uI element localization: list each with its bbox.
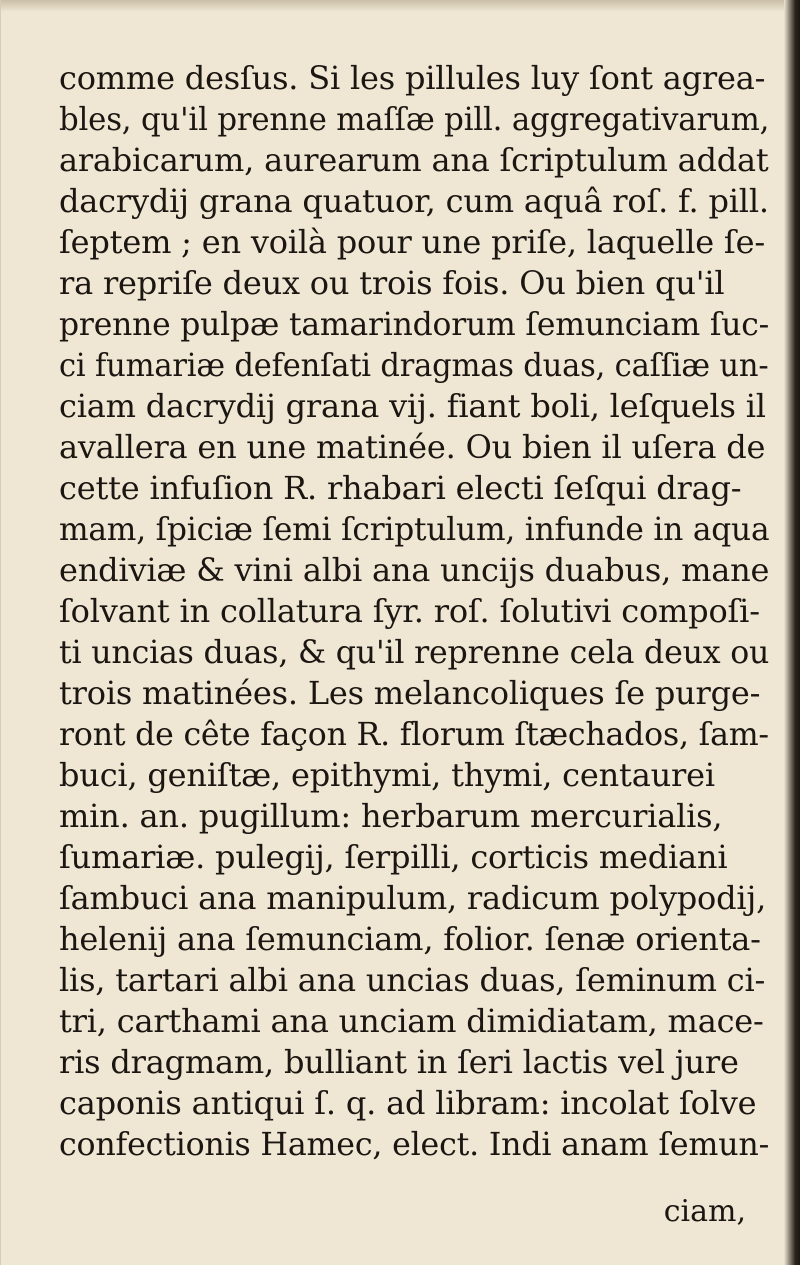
text-line: min. an. pugillum: herbarum mercurialis,: [59, 797, 723, 835]
text-line: ciam dacrydij grana vij. fiant boli, leſquels il: [59, 387, 766, 425]
text-line: ront de cête façon R. florum ſtæchados, ſam-: [59, 715, 769, 753]
text-line: ci fumariæ defenſati dragmas duas, caſſiæ un-: [59, 346, 769, 384]
text-line: cette infuſion R. rhabari electi ſeſqui drag-: [59, 469, 742, 507]
text-line: ſeptem ; en voilà pour une priſe, laquelle ſe-: [59, 223, 765, 261]
text-line: ris dragmam, bulliant in ſeri lactis vel jure: [59, 1043, 739, 1081]
text-line: ti uncias duas, & qu'il reprenne cela deux ou: [59, 633, 770, 671]
text-line: dacrydij grana quatuor, cum aquâ roſ. f. pill.: [59, 182, 769, 220]
text-line: bles, qu'il prenne maſſæ pill. aggregativarum,: [59, 100, 770, 138]
text-line: arabicarum, aurearum ana ſcriptulum addat: [59, 141, 769, 179]
page-top-edge: [1, 0, 800, 12]
text-line: avallera en une matinée. Ou bien il uſera de: [59, 428, 766, 466]
text-line: endiviæ & vini albi ana uncijs duabus, mane: [59, 551, 770, 589]
text-line: helenij ana ſemunciam, folior. ſenæ orienta-: [59, 920, 761, 958]
text-line: ſumariæ. pulegij, ſerpilli, corticis mediani: [59, 838, 728, 876]
text-line: prenne pulpæ tamarindorum ſemunciam ſuc-: [59, 305, 770, 343]
catchword: ciam,: [663, 1194, 746, 1229]
text-line: mam, ſpiciæ ſemi ſcriptulum, infunde in aqua: [59, 510, 770, 548]
page-gutter-shadow: [784, 0, 800, 1265]
text-line: comme desſus. Si les pillules luy ſont agrea-: [59, 59, 766, 97]
text-line: confectionis Hamec, elect. Indi anam ſemun-: [59, 1125, 770, 1163]
text-line: ra repriſe deux ou trois fois. Ou bien qu'il: [59, 264, 725, 302]
text-line: ſambuci ana manipulum, radicum polypodij,: [59, 879, 767, 917]
text-line: buci, geniſtæ, epithymi, thymi, centaurei: [59, 756, 715, 794]
text-line: tri, carthami ana unciam dimidiatam, mace-: [59, 1002, 764, 1040]
text-line: trois matinées. Les melancoliques ſe purge-: [59, 674, 761, 712]
text-line: caponis antiqui ſ. q. ad libram: incolat ſolve: [59, 1084, 757, 1122]
body-text: [59, 58, 769, 1165]
text-line: ſolvant in collatura ſyr. roſ. ſolutivi compoſi-: [59, 592, 760, 630]
text-line: lis, tartari albi ana uncias duas, ſeminum ci-: [59, 961, 766, 999]
